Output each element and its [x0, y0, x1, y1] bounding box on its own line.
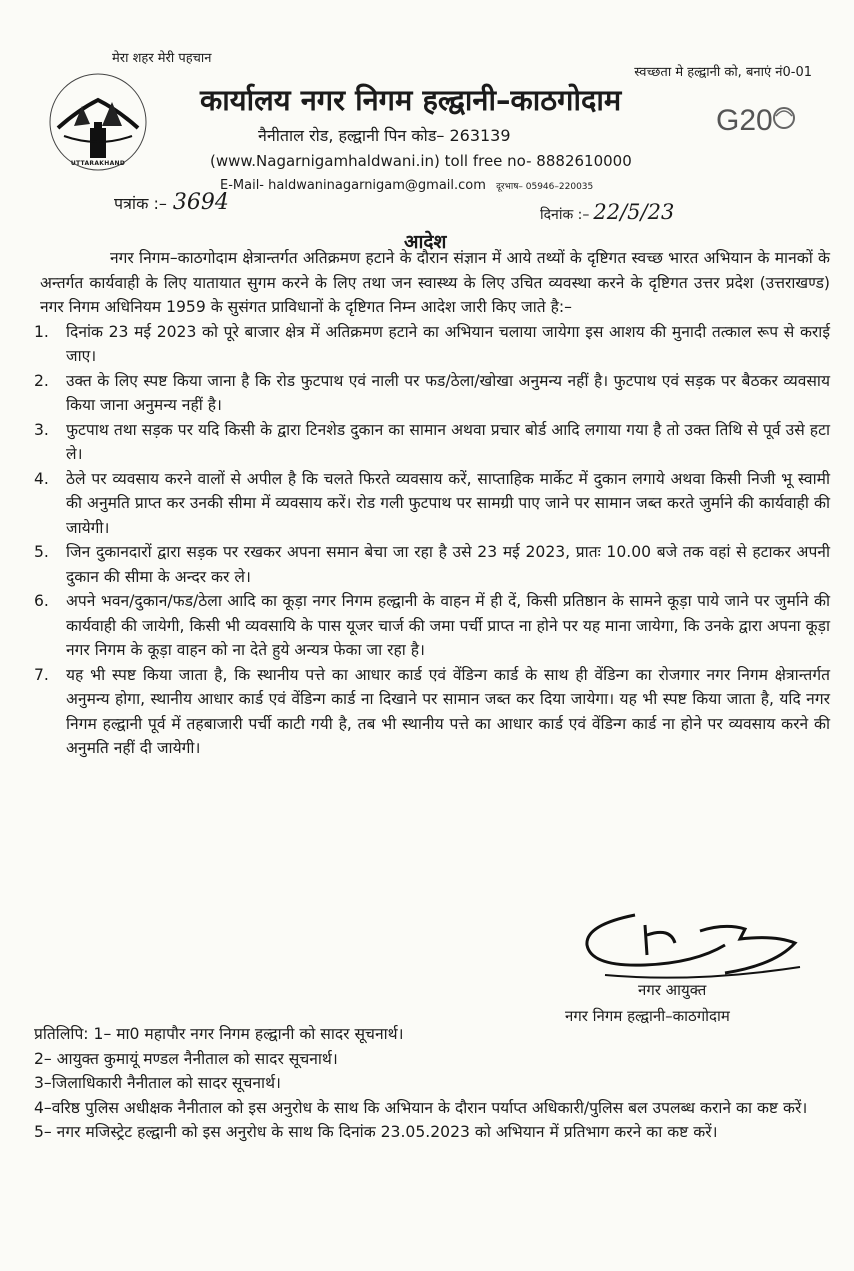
signatory-office: नगर निगम हल्द्वानी–काठगोदाम: [565, 1007, 730, 1025]
tagline-right: स्वच्छता मे हल्द्वानी को, बनाएं नं0-01: [634, 65, 812, 80]
order-item: [34, 540, 830, 589]
item-number: 5.: [34, 543, 49, 561]
phone-text: दूरभाष– 05946–220035: [496, 182, 594, 192]
copy-line: 2– आयुक्त कुमायूं मण्डल नैनीताल को सादर सूचनार्थ।: [34, 1049, 338, 1068]
copy-line: प्रतिलिपि: 1– मा0 महापौर नगर निगम हल्द्वानी को सादर सूचनार्थ।: [34, 1025, 404, 1043]
ref-value: 3694: [172, 190, 229, 215]
office-website: (www.Nagarnigamhaldwani.in) toll free no- 8882610000: [210, 152, 632, 170]
order-date: [540, 200, 674, 224]
g20-logo-text: G20: [716, 104, 773, 137]
item-text: दिनांक 23 मई 2023 को पूरे बाजार क्षेत्र में अतिक्रमण हटाने का अभियान चलाया जायेगा इस आशय की मुनादी तत्काल रूप से कराई जाए।: [66, 322, 830, 365]
item-number: 6.: [34, 592, 49, 610]
order-list: [34, 320, 830, 761]
item-text: उक्त के लिए स्पष्ट किया जाना है कि रोड फुटपाथ एवं नाली पर फड/ठेला/खोखा अनुमन्य नहीं है। फुटपाथ एवं सड़क पर बैठकर व्यवसाय किया जाना अनुमन्य नहीं है।: [66, 371, 830, 414]
office-address: नैनीताल रोड, हल्द्वानी पिन कोड– 263139: [258, 126, 511, 145]
item-number: 1.: [34, 322, 49, 341]
item-number: 3.: [34, 420, 49, 439]
item-number: 2.: [34, 371, 49, 390]
signature-icon: [575, 905, 810, 985]
order-item: [34, 320, 830, 369]
copy-to-section: [34, 1022, 824, 1145]
email-text: E-Mail- haldwaninagarnigam@gmail.com: [220, 178, 486, 193]
signatory-designation: नगर आयुक्त: [638, 981, 707, 999]
item-number: 4.: [34, 469, 49, 488]
copy-line: 5– नगर मजिस्ट्रेट हल्द्वानी को इस अनुरोध के साथ कि दिनांक 23.05.2023 को अभियान में प्रतिभाग करने का कष्ट करें।: [34, 1123, 718, 1141]
logo-caption: UTTARAKHAND: [70, 160, 126, 167]
office-email: [220, 178, 593, 193]
date-value: 22/5/23: [593, 200, 675, 224]
order-intro: नगर निगम–काठगोदाम क्षेत्रान्तर्गत अतिक्रमण हटाने के दौरान संज्ञान में आये तथ्यों के दृष्टिगत स्वच्छ भारत अभियान के मानकों के अन्तर्गत कार्यवाही के लिए यातायात सुगम करने के लिए तथा जन स्वास्थ्य के लिए उचित व्यवस्था करने के दृष्टिगत उत्तर प्रदेश (उत्तराखण्ड) नगर निगम अधिनियम 1959 के सुसंगत प्राविधानों के दृष्टिगत निम्न आदेश जारी किए जाते है:–: [40, 249, 830, 316]
order-heading: आदेश: [404, 231, 447, 253]
order-body: [34, 246, 830, 761]
item-text: जिन दुकानदारों द्वारा सड़क पर रखकर अपना समान बेचा जा रहा है उसे 23 मई 2023, प्रातः 10.00 बजे तक वहां से हटाकर अपनी दुकान की सीमा के अन्दर कर ले।: [66, 543, 830, 586]
copy-line: 3–जिलाधिकारी नैनीताल को सादर सूचनार्थ।: [34, 1074, 281, 1092]
reference-number: [114, 190, 229, 215]
item-text: फुटपाथ तथा सड़क पर यदि किसी के द्वारा टिनशेड दुकान का सामान अथवा प्रचार बोर्ड आदि लगाया गया है तो उक्त तिथि से पूर्व उसे हटा ले।: [66, 420, 830, 463]
order-item: [34, 369, 830, 418]
item-number: 7.: [34, 665, 49, 684]
item-text: ठेले पर व्यवसाय करने वालों से अपील है कि चलते फिरते व्यवसाय करें, साप्ताहिक मार्केट में दुकान लगाये अथवा किसी निजी भू स्वामी की अनुमति प्राप्त कर उनकी सीमा में व्यवसाय करें। रोड गली फुटपाथ पर सामग्री पाए जाने पर सामान जब्त करते जुर्माने की कार्यवाही की जायेगी।: [66, 469, 830, 537]
copy-line: 4–वरिष्ठ पुलिस अधीक्षक नैनीताल को इस अनुरोध के साथ कि अभियान के दौरान पर्याप्त अधिकारी/पुलिस बल उपलब्ध कराने का कष्ट करें।: [34, 1098, 808, 1117]
item-text: यह भी स्पष्ट किया जाता है, कि स्थानीय पत्ते का आधार कार्ड एवं वेंडिन्ग कार्ड के साथ ही वेंडिन्ग का रोजगार नगर निगम क्षेत्रान्तर्गत अनुमन्य होगा, स्थानीय आधार कार्ड एवं वेंडिन्ग कार्ड ना दिखाने पर सामान जब्त कर दिया जायेगा। यह भी स्पष्ट किया जाता है, यदि नगर निगम हल्द्वानी पूर्व में तहबाजारी पर्ची काटी गयी है, तब भी स्थानीय पत्ते का आधार कार्ड एवं वेंडिन्ग कार्ड ना होने पर व्यवसाय करने की अनुमति नहीं दी जायेगी।: [66, 665, 830, 757]
ref-label: पत्रांक :–: [114, 194, 167, 213]
order-item: [34, 663, 830, 761]
date-label: दिनांक :–: [540, 207, 590, 223]
order-item: [34, 589, 830, 663]
g20-logo-icon: [716, 96, 796, 148]
order-item: [34, 418, 830, 467]
tagline-left: मेरा शहर मेरी पहचान: [112, 51, 212, 66]
office-title: कार्यालय नगर निगम हल्द्वानी–काठगोदाम: [200, 83, 622, 117]
order-item: [34, 467, 830, 541]
item-text: अपने भवन/दुकान/फड/ठेला आदि का कूड़ा नगर निगम हल्द्वानी के वाहन में ही दें, किसी प्रतिष्ठान के सामने कूड़ा पाये जाने पर जुर्माने की कार्यवाही की जायेगी, किसी भी व्यवसायि के पास यूजर चार्ज की जमा पर्ची प्राप्त ना होने पर यह माना जायेगा, कि उनके द्वारा अपना कूड़ा नगर निगम के कूड़ा वाहन को ना देते हुये अन्यत्र फेका जा रहा है।: [66, 592, 830, 659]
